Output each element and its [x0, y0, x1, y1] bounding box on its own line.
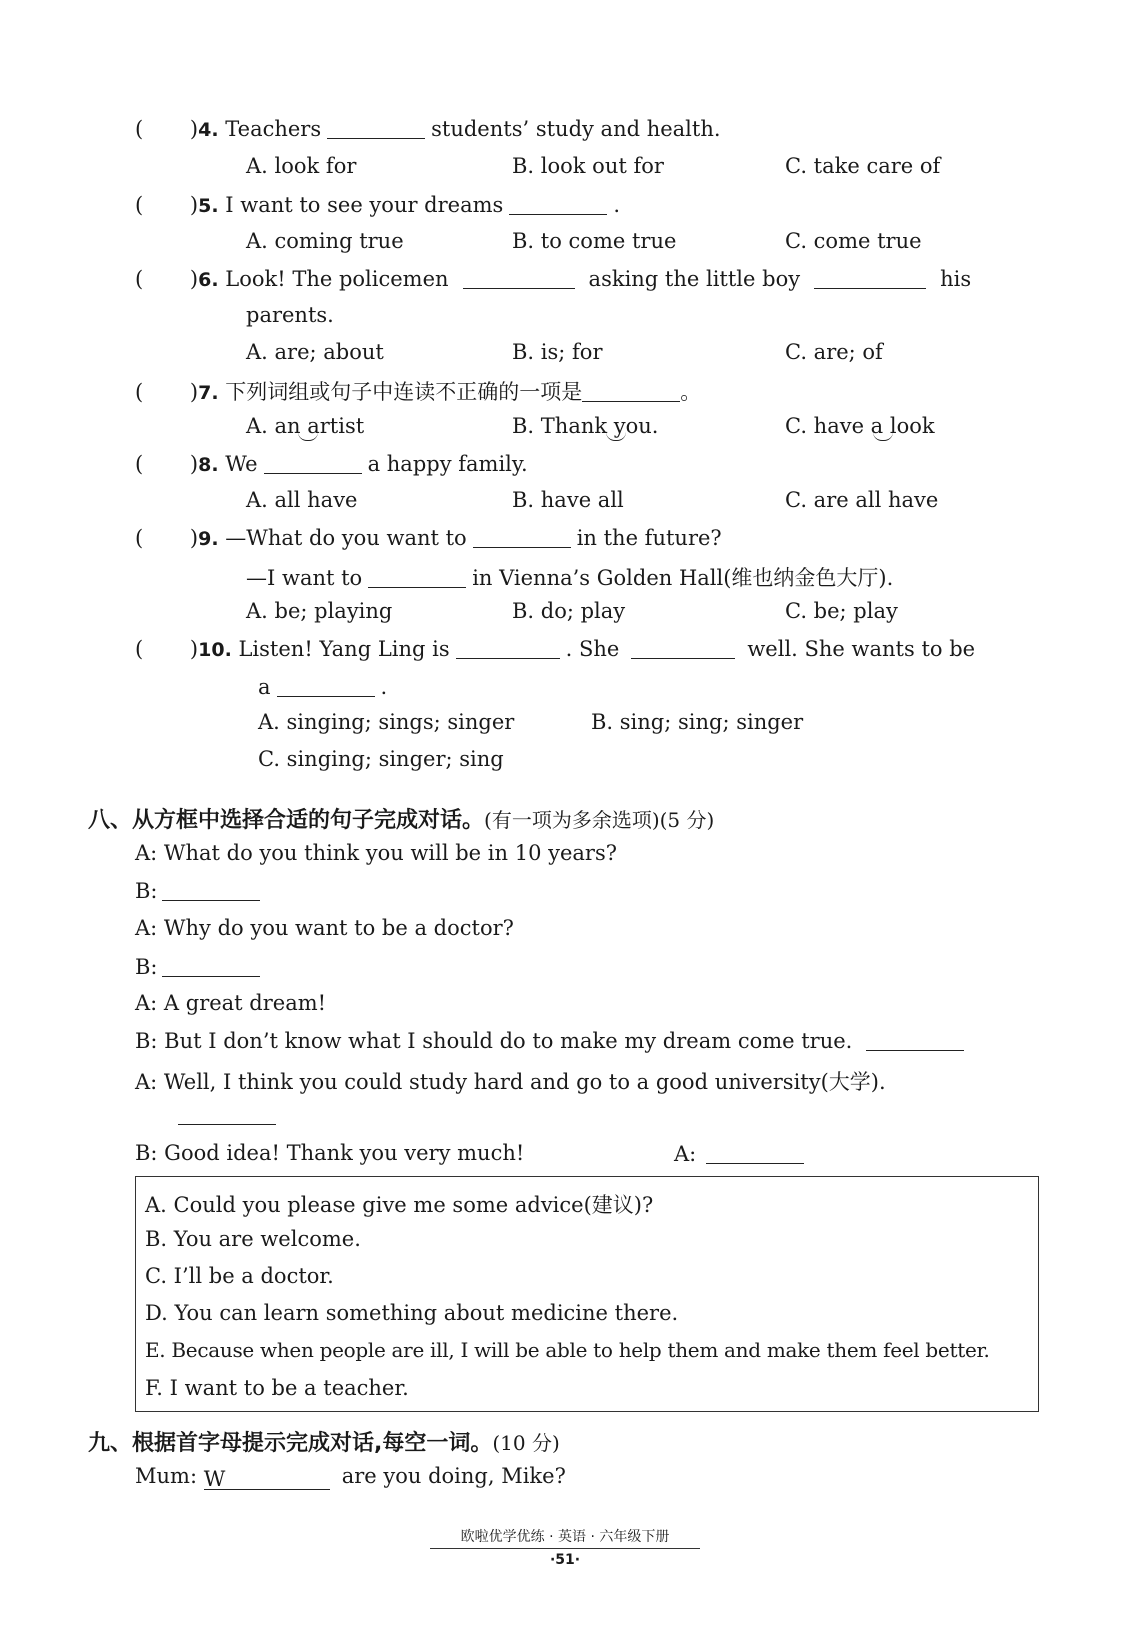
book-title: 欧啦优学优练 · 英语 · 六年级下册: [430, 1526, 700, 1549]
question-number: 10: [198, 639, 225, 661]
dialogue-line: A: A great dream!: [135, 991, 327, 1015]
box-option-c: C. I’ll be a doctor.: [145, 1264, 334, 1288]
answer-blank[interactable]: [631, 636, 735, 659]
question-text: 。: [680, 380, 702, 404]
answer-blank[interactable]: [473, 525, 571, 548]
option-a: A. an artist: [246, 414, 365, 438]
dialogue-line: [135, 1464, 566, 1490]
option-a: A. be; playing: [246, 599, 393, 623]
option-b: B. do; play: [512, 599, 626, 623]
question-text: Teachers: [225, 117, 322, 141]
question-text: in the future?: [576, 526, 722, 550]
answer-blank[interactable]: [162, 878, 260, 901]
answer-blank[interactable]: [178, 1102, 276, 1125]
question-text: Look! The policemen: [225, 267, 449, 291]
speaker-label: Mum:: [135, 1464, 204, 1488]
box-option-e: E. Because when people are ill, I will be able to help them and make them feel better.: [145, 1338, 990, 1362]
section-8-heading: [88, 803, 714, 834]
section-title: 九、根据首字母提示完成对话,每空一词。: [88, 1431, 493, 1456]
question-text: .: [380, 675, 388, 699]
dialogue-line: [178, 1102, 276, 1127]
dialogue-text: B: But I don’t know what I should do to make my dream come true.: [135, 1029, 853, 1053]
liaison-mark: [298, 432, 318, 441]
dialogue-line: B: Good idea! Thank you very much!: [135, 1141, 525, 1165]
question-number: 8: [198, 454, 212, 476]
dialogue-line: A: Well, I think you could study hard and go to a good university(大学).: [135, 1070, 886, 1094]
box-option-d: D. You can learn something about medicine there.: [145, 1301, 679, 1325]
section-9-heading: [88, 1426, 560, 1457]
dialogue-line: [674, 1141, 810, 1166]
answer-paren[interactable]: ( ): [135, 193, 199, 217]
question-text: We: [225, 452, 258, 476]
box-option-b: B. You are welcome.: [145, 1227, 361, 1251]
question-10: ( )10. Listen! Yang Ling is . She well. She wants to be: [135, 637, 976, 661]
section-title: 八、从方框中选择合适的句子完成对话。: [88, 808, 485, 833]
question-9-line2: [246, 562, 893, 592]
answer-blank[interactable]: [814, 266, 926, 289]
question-number: 9: [198, 528, 212, 550]
option-c: C. be; play: [785, 599, 898, 623]
option-c: C. take care of: [785, 154, 941, 178]
speaker-label: A:: [674, 1142, 697, 1166]
answer-blank[interactable]: [582, 379, 680, 402]
option-a: A. look for: [246, 154, 357, 178]
answer-blank[interactable]: [706, 1141, 804, 1164]
question-text: well. She wants to be: [747, 637, 976, 661]
question-number: 5: [198, 195, 212, 217]
answer-blank[interactable]: [204, 1467, 330, 1490]
answer-blank[interactable]: [456, 636, 560, 659]
question-text: asking the little boy: [588, 267, 801, 291]
question-text: his: [940, 267, 972, 291]
dialogue-line: [135, 954, 266, 979]
dialogue-line: [135, 878, 266, 903]
question-text: students’ study and health.: [431, 117, 721, 141]
question-text: a: [258, 675, 271, 699]
option-b: B. Thank you.: [512, 414, 659, 438]
question-text: —What do you want to: [225, 526, 467, 550]
hint-letter: W: [203, 1467, 226, 1491]
answer-paren[interactable]: ( ): [135, 452, 199, 476]
answer-blank[interactable]: [866, 1028, 964, 1051]
option-b: B. sing; sing; singer: [591, 710, 804, 734]
question-text: —I want to: [246, 566, 363, 590]
option-b: B. to come true: [512, 229, 677, 253]
question-text: I want to see your dreams: [225, 193, 504, 217]
page-number: ·51·: [549, 1552, 581, 1568]
question-8: ( )8. We a happy family.: [135, 452, 528, 476]
answer-blank[interactable]: [463, 266, 575, 289]
option-c: C. come true: [785, 229, 922, 253]
answer-blank[interactable]: [264, 451, 362, 474]
question-number: 6: [198, 269, 212, 291]
question-text: 下列词组或句子中连读不正确的一项是: [225, 380, 583, 404]
dialogue-text: are you doing, Mike?: [341, 1464, 566, 1488]
question-number: 4: [198, 119, 212, 141]
answer-blank[interactable]: [162, 954, 260, 977]
answer-paren[interactable]: ( ): [135, 380, 199, 404]
answer-paren[interactable]: ( ): [135, 637, 199, 661]
box-option-f: F. I want to be a teacher.: [145, 1376, 409, 1400]
speaker-label: B:: [135, 879, 158, 903]
question-text: in Vienna’s Golden Hall(维也纳金色大厅).: [472, 566, 894, 590]
dialogue-line: A: What do you think you will be in 10 years?: [135, 841, 617, 865]
question-5: ( )5. I want to see your dreams .: [135, 193, 620, 217]
question-text: a happy family.: [367, 452, 528, 476]
section-instruction: (有一项为多余选项)(5 分): [484, 808, 715, 832]
option-b: B. look out for: [512, 154, 664, 178]
question-text-cont: parents.: [246, 303, 334, 327]
answer-blank[interactable]: [368, 565, 466, 588]
answer-paren[interactable]: ( ): [135, 117, 199, 141]
question-6: ( )6. Look! The policemen asking the little boy his: [135, 267, 972, 291]
liaison-mark: [606, 432, 626, 441]
box-option-a: A. Could you please give me some advice(建议)?: [145, 1193, 654, 1217]
option-c: C. have a look: [785, 414, 935, 438]
question-number: 7: [198, 382, 212, 404]
question-10-line2: [258, 674, 387, 699]
answer-blank[interactable]: [509, 192, 607, 215]
option-c: C. are; of: [785, 340, 883, 364]
option-a: A. singing; sings; singer: [258, 710, 515, 734]
option-b: B. have all: [512, 488, 624, 512]
option-c: C. singing; singer; sing: [258, 747, 504, 771]
liaison-mark: [873, 432, 893, 441]
answer-blank[interactable]: [327, 116, 425, 139]
option-b: B. is; for: [512, 340, 603, 364]
dialogue-line: [135, 1028, 970, 1053]
answer-paren[interactable]: ( ): [135, 267, 199, 291]
question-text: . She: [565, 637, 620, 661]
answer-paren[interactable]: ( ): [135, 526, 199, 550]
section-instruction: (10 分): [492, 1431, 560, 1455]
speaker-label: B:: [135, 955, 158, 979]
option-a: A. coming true: [246, 229, 404, 253]
option-a: A. all have: [246, 488, 358, 512]
question-4: ( )4. Teachers students’ study and health.: [135, 117, 721, 141]
dialogue-line: A: Why do you want to be a doctor?: [135, 916, 514, 940]
question-9: ( )9. —What do you want to in the future?: [135, 526, 722, 550]
question-text: .: [613, 193, 620, 217]
option-a: A. are; about: [246, 340, 384, 364]
answer-blank[interactable]: [277, 674, 375, 697]
option-c: C. are all have: [785, 488, 939, 512]
question-7: ( )7. 下列词组或句子中连读不正确的一项是 。: [135, 380, 702, 404]
question-text: Listen! Yang Ling is: [238, 637, 450, 661]
